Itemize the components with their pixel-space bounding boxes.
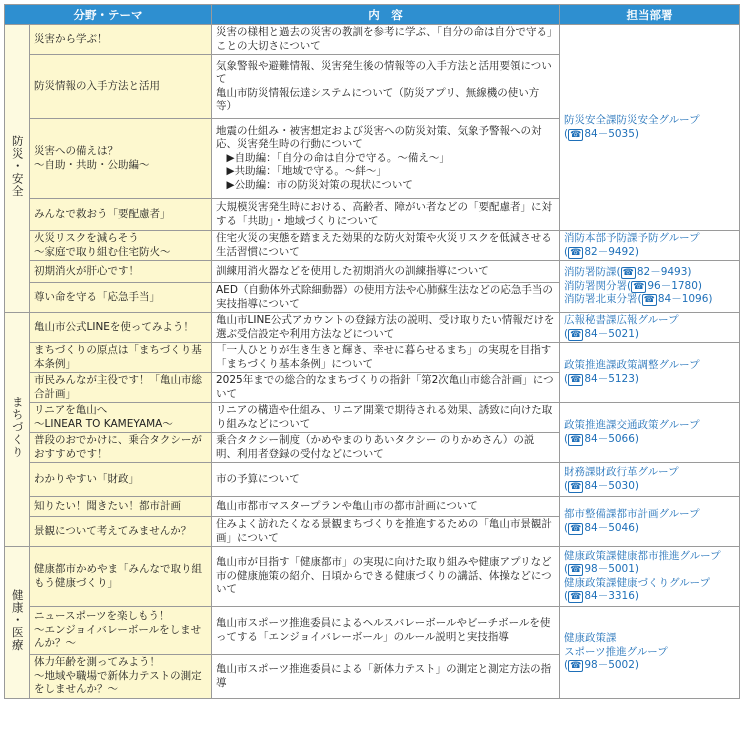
content-cell: 亀山市スポーツ推進委員による「新体力テスト」の測定と測定方法の指導 [212,655,560,699]
phone-icon: ☎ [570,129,582,140]
category-label: まちづくり [10,396,25,459]
department-name: 健康政策課健康都市推進グループ [564,549,721,562]
department-name: 都市整備課都市計画グループ [564,508,700,520]
content-cell: 住みよく訪れたくなる景観まちづくりを推進するための「亀山市景観計画」について [212,517,560,547]
content-cell: 亀山市都市マスタープランや亀山市の都市計画について [212,497,560,517]
table-row [5,261,740,283]
department-name: 消防署関分署 [564,279,627,292]
department-tel: 82－9493 [636,266,688,279]
category-cell [5,313,30,547]
department-cell: 健康政策課 スポーツ推進グループ ( ☎ 98－5002) [560,607,740,699]
content-cell: 「一人ひとりが生き生きと輝き、幸せに暮らせるまち」の実現を目指す「まちづくり基本条例」について [212,343,560,373]
phone-icon: ☎ [570,247,582,258]
department-cell: 消防本部予防課予防グループ ( ☎ 82－9492) [560,231,740,261]
content-cell: AED（自動体外式除細動器）の使用方法や心肺蘇生法などの応急手当の実技指導について [212,283,560,313]
theme-cell: リニアを亀山へ ～LINEAR TO KAMEYAMA～ [30,403,212,433]
theme-cell: 亀山市公式LINEを使ってみよう！ [30,313,212,343]
content-cell: 亀山市LINE公式アカウントの登録方法の説明、受け取りたい情報だけを選ぶ受信設定や利用方法などについて [212,313,560,343]
department-tel: 84－5035 [584,127,635,140]
phone-icon: ☎ [570,481,582,492]
department-cell: 消防署防課( ☎ 82－9493) 消防署関分署( ☎ 96－1780) 消防署北東分署( ☎ 84－1096) [560,261,740,313]
phone-icon: ☎ [643,295,655,306]
content-cell: 大規模災害発生時における、高齢者、障がい者などの「要配慮者」に対する「共助」・地域づくりについて [212,199,560,231]
phone-icon: ☎ [622,268,634,279]
content-cell: 住宅火災の実態を踏まえた効果的な防火対策や火災リスクを低減させる生活習慣について [212,231,560,261]
phone-icon: ☎ [570,592,582,602]
department-tel: 84－1096 [657,293,709,306]
lecture-topics-table [4,4,740,699]
phone-icon: ☎ [570,329,582,340]
theme-cell: 知りたい！聞きたい！都市計画 [30,497,212,517]
content-cell: 2025年までの総合的なまちづくりの指針「第2次亀山市総合計画」について [212,373,560,403]
phone-icon: ☎ [570,523,582,534]
theme-cell: 初期消火が肝心です！ [30,261,212,283]
department-tel: 84－5030 [584,479,635,492]
department-tel: 84－5046 [584,521,635,534]
theme-cell: みんなで救おう「要配慮者」 [30,199,212,231]
theme-cell: 体力年齢を測ってみよう！ ～地域や職場で新体力テストの測定をしませんか？～ [30,655,212,699]
theme-cell: まちづくりの原点は「まちづくり基本条例」 [30,343,212,373]
department-tel: 84－3316 [584,590,635,602]
category-cell [5,547,30,699]
theme-cell: 火災リスクを減らそう ～家庭で取り組む住宅防火～ [30,231,212,261]
phone-icon: ☎ [570,565,582,575]
department-name: 健康政策課健康づくりグループ [564,576,711,589]
category-label: 健康・医療 [10,589,25,652]
header-row [5,5,740,25]
department-name: 消防署防課 [564,266,617,279]
theme-cell: 尊い命を守る「応急手当」 [30,283,212,313]
table-row [5,25,740,55]
theme-cell: 景観について考えてみませんか？ [30,517,212,547]
table-row [5,403,740,433]
department-tel: 84－5066 [584,432,635,445]
department-name: 健康政策課 スポーツ推進グループ [564,632,668,658]
content-cell: 亀山市スポーツ推進委員によるヘルスバレーボールやビーチボールを使ってする「エンジョイバレーボール」のルール説明と実技指導 [212,607,560,655]
table-row [5,231,740,261]
theme-cell: 健康都市かめやま「みんなで取り組もう健康づくり」 [30,547,212,607]
department-name: 政策推進課政策調整グループ [564,359,700,371]
content-cell: 訓練用消火器などを使用した初期消火の訓練指導について [212,261,560,283]
table-row [5,313,740,343]
table-row [5,497,740,517]
theme-cell: ニュースポーツを楽しもう！ ～エンジョイバレーボールをしませんか？～ [30,607,212,655]
content-cell: 市の予算について [212,463,560,497]
theme-cell: 災害から学ぶ！ [30,25,212,55]
department-name: 広報秘書課広報グループ [564,314,679,326]
department-cell: 政策推進課政策調整グループ ( ☎ 84－5123) [560,343,740,403]
phone-icon: ☎ [570,374,582,385]
department-cell: 政策推進課交通政策グループ ( ☎ 84－5066) [560,403,740,463]
department-tel: 84－5021 [584,327,635,340]
header-department: 担当部署 [560,5,740,25]
phone-icon: ☎ [570,661,582,672]
theme-cell: 防災情報の入手方法と活用 [30,55,212,119]
department-name: 消防署北東分署 [564,293,638,306]
department-tel: 84－5123 [584,372,635,385]
department-tel: 82－9492 [584,245,635,258]
content-cell: 乗合タクシー制度（かめやまのりあいタクシー のりかめさん）の説明、利用者登録の受付などについて [212,433,560,463]
table-row [5,463,740,497]
theme-cell: 災害への備えは？ ～自助・共助・公助編～ [30,119,212,199]
department-name: 財務課財政行革グループ [564,466,679,478]
table-row [5,343,740,373]
department-cell: 防災安全課防災安全グループ ( ☎ 84－5035) [560,25,740,231]
department-cell: 健康政策課健康都市推進グループ ( ☎ 98－5001) 健康政策課健康づくりグループ ( ☎ 84－3316) [560,547,740,607]
theme-cell: 市民みんなが主役です！「亀山市総合計画」 [30,373,212,403]
table-row [5,607,740,655]
department-cell: 財務課財政行革グループ ( ☎ 84－5030) [560,463,740,497]
phone-icon: ☎ [570,434,582,445]
content-cell: 気象警報や避難情報、災害発生後の情報等の入手方法と活用要領について 亀山市防災情報伝達システムについて（防災アプリ、無線機の使い方等） [212,55,560,119]
content-cell: 亀山市が目指す「健康都市」の実現に向けた取り組みや健康アプリなど市の健康施策の紹介、日頃からできる健康づくりの講話、体操などについて [212,547,560,607]
content-cell: 地震の仕組み・被害想定および災害への防災対策、気象予警報への対応、災害発生時の行動について ▶自助編：「自分の命は自分で守る。～備え～」 ▶共助編：「地域で守る。～絆～」 ▶公助編：市の防災対策の現状について [212,119,560,199]
theme-cell: わかりやすい「財政」 [30,463,212,497]
phone-icon: ☎ [633,281,645,292]
category-label: 防災・安全 [10,135,25,198]
content-cell: リニアの構造や仕組み、リニア開業で期待される効果、誘致に向けた取り組みなどについて [212,403,560,433]
department-tel: 98－5001 [584,563,635,575]
department-tel: 96－1780 [647,279,698,292]
department-cell: 都市整備課都市計画グループ ( ☎ 84－5046) [560,497,740,547]
department-name: 政策推進課交通政策グループ [564,419,700,431]
table-row [5,547,740,607]
content-cell: 災害の様相と過去の災害の教訓を参考に学ぶ、「自分の命は自分で守る」ことの大切さについて [212,25,560,55]
department-tel: 98－5002 [584,659,635,672]
department-cell: 広報秘書課広報グループ ( ☎ 84－5021) [560,313,740,343]
theme-cell: 普段のおでかけに、乗合タクシーがおすすめです！ [30,433,212,463]
header-content: 内 容 [212,5,560,25]
header-category: 分野・テーマ [5,5,212,25]
department-name: 防災安全課防災安全グループ [564,114,700,126]
department-name: 消防本部予防課予防グループ [564,232,700,244]
category-cell [5,25,30,313]
